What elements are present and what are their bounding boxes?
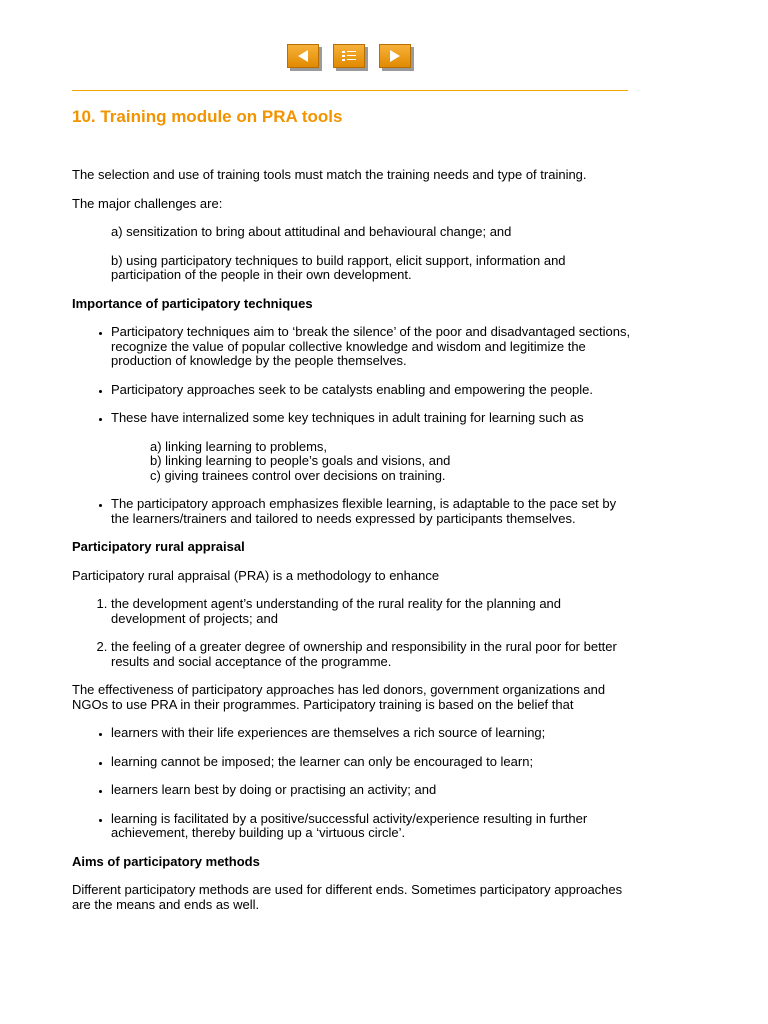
list-item: • Participatory approaches seek to be catalysts enabling and empowering the people. xyxy=(111,383,632,398)
challenge-b: b) using participatory techniques to build rapport, elicit support, information and participation of the people in their own development. xyxy=(111,252,566,282)
right-arrow-icon xyxy=(387,49,403,63)
sub-item: a) linking learning to problems, xyxy=(150,438,328,454)
sub-item: c) giving trainees control over decisions on training. xyxy=(150,467,446,483)
challenges-intro: The major challenges are: xyxy=(72,195,223,211)
list-item: • learning is facilitated by a positive/successful activity/experience resulting in further achievement, thereby building up a ‘virtuous circle’. xyxy=(111,812,632,841)
list-item: • learners learn best by doing or practising an activity; and xyxy=(111,783,632,798)
list-item: • learners with their life experiences are themselves a rich source of learning; xyxy=(111,726,632,741)
pra-ordered-list xyxy=(72,597,632,669)
sub-item: b) linking learning to people’s goals and visions, and xyxy=(150,453,451,468)
previous-page-button[interactable] xyxy=(287,44,319,68)
importance-list xyxy=(72,325,632,526)
next-page-button[interactable] xyxy=(379,44,411,68)
navigation-bar xyxy=(287,44,427,74)
list-item: • learning cannot be imposed; the learner can only be encouraged to learn; xyxy=(111,755,632,770)
aims-paragraph: Different participatory methods are used for different ends. Sometimes participatory approaches are the means and ends as well. xyxy=(72,882,623,912)
list-item: 1. the development agent’s understanding of the rural reality for the planning and development of projects; and xyxy=(111,597,632,626)
section-heading-importance: Importance of participatory techniques xyxy=(72,295,313,311)
page-title: 10. Training module on PRA tools xyxy=(72,107,343,126)
main-content xyxy=(72,168,632,926)
list-icon xyxy=(340,49,358,63)
left-arrow-icon xyxy=(295,49,311,63)
learning-principles-list xyxy=(72,726,632,841)
list-item: • The participatory approach emphasizes flexible learning, is adaptable to the pace set by the learners/trainers and tailored to needs expressed by participants themselves. xyxy=(111,497,632,526)
list-item: 2. the feeling of a greater degree of ownership and responsibility in the rural poor for better results and social acceptance of the programme. xyxy=(111,640,632,669)
section-heading-aims: Aims of participatory methods xyxy=(72,853,260,869)
intro-paragraph: The selection and use of training tools must match the training needs and type of training. xyxy=(72,167,587,182)
challenge-a: a) sensitization to bring about attitudinal and behavioural change; and xyxy=(111,224,512,239)
sub-list xyxy=(150,440,632,484)
pra-belief-paragraph: The effectiveness of participatory approaches has led donors, government organizations and NGOs to use PRA in their programmes. Participatory training is based on the belief that xyxy=(72,682,606,712)
section-heading-pra: Participatory rural appraisal xyxy=(72,539,245,554)
list-item-text: These have internalized some key techniques in adult training for learning such as xyxy=(111,410,584,425)
list-item xyxy=(111,411,632,483)
contents-button[interactable] xyxy=(333,44,365,68)
list-item: • Participatory techniques aim to ‘break the silence’ of the poor and disadvantaged sections, recognize the value of popular collective knowledge and wisdom and legitimize the production of knowledge by the people themselves. xyxy=(111,325,632,369)
pra-intro: Participatory rural appraisal (PRA) is a methodology to enhance xyxy=(72,567,440,583)
header-divider xyxy=(72,90,628,91)
